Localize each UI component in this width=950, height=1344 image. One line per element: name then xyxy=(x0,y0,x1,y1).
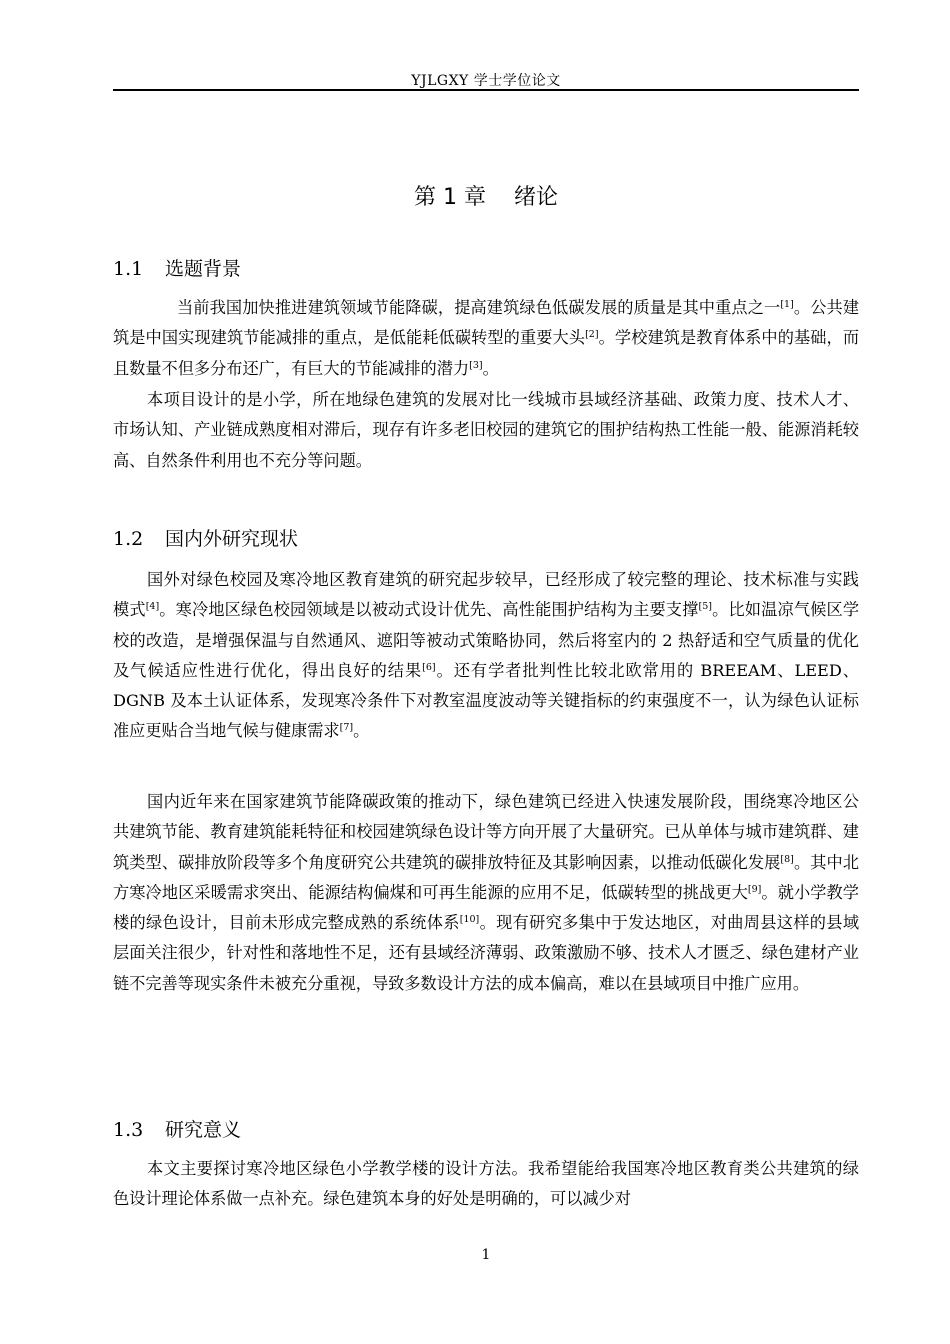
citation-marker: [6] xyxy=(422,661,436,673)
section-number: 1.2 xyxy=(113,528,144,550)
running-header-title: YJLGXY 学士学位论文 xyxy=(411,73,561,89)
paragraph-text: 。现有研究多集中于发达地区，对曲周县这样的县域层面关注很少，针对性和落地性不足，还有县域经济薄弱、政策激励不够、技术人才匮乏、绿色建材产业链不完善等现实条件未被充分重视，导致多数设计方法的成本偏高，难以在县域项目中推广应用。 xyxy=(113,913,860,993)
paragraph-text: 国内近年来在国家建筑节能降碳政策的推动下，绿色建筑已经进入快速发展阶段，围绕寒冷地区公共建筑节能、教育建筑能耗特征和校园建筑绿色设计等方向开展了大量研究。已从单体与城市建筑群、建筑类型、碳排放阶段等多个角度研究公共建筑的碳排放特征及其影响因素，以推动低碳化发展 xyxy=(113,792,859,872)
citation-marker: [10] xyxy=(459,914,480,926)
citation-marker: [4] xyxy=(145,601,160,613)
section-title: 选题背景 xyxy=(165,258,242,280)
paragraph xyxy=(113,1154,859,1215)
chapter-title xyxy=(113,180,859,211)
section-heading-1-3 xyxy=(113,1115,241,1142)
paragraph-text: 。公共建筑是中国实现建筑节能减排的重点，是低能耗低碳转型的重要大头 xyxy=(113,298,860,348)
paragraph-text: 。还有学者批判性比较北欧常用的 BREEAM、LEED、DGNB 及本土认证体系，发现寒冷条件下对教室温度波动等关键指标的约束强度不一，认为绿色认证标准应更贴合当地气候与健康需求 xyxy=(113,660,859,741)
paragraph-text: 。 xyxy=(353,721,370,741)
paragraph-text: 国外对绿色校园及寒冷地区教育建筑的研究起步较早，已经形成了较完整的理论、技术标准与实践模式 xyxy=(113,570,859,620)
paragraph-text: 。学校建筑是教育体系中的基础，而且数量不但多分布还广，有巨大的节能减排的潜力 xyxy=(113,328,860,378)
paragraph-text: 本文主要探讨寒冷地区绿色小学教学楼的设计方法。我希望能给我国寒冷地区教育类公共建筑的绿色设计理论体系做一点补充。绿色建筑本身的好处是明确的，可以减少对 xyxy=(113,1159,859,1209)
paragraph-text: 当前我国加快推进建筑领域节能降碳，提高建筑绿色低碳发展的质量是其中重点之一 xyxy=(177,298,781,317)
paragraph-text: 。比如温凉气候区学校的改造，是增强保温与自然通风、遮阳等被动式策略协同，然后将室内的 2 热舒适和空气质量的优化及气候适应性进行优化，得出良好的结果 xyxy=(113,600,860,680)
citation-marker: [1] xyxy=(780,299,794,310)
citation-marker: [9] xyxy=(747,883,762,895)
citation-marker: [8] xyxy=(780,853,794,865)
paragraph-text: 。其中北方寒冷地区采暖需求突出、能源结构偏煤和可再生能源的应用不足，低碳转型的挑战更大 xyxy=(113,852,860,902)
paragraph xyxy=(113,385,859,476)
section-title: 研究意义 xyxy=(165,1119,242,1141)
section-heading-1-1 xyxy=(113,254,241,281)
section-number: 1.1 xyxy=(113,258,144,280)
citation-marker: [2] xyxy=(585,329,599,341)
chapter-name: 绪论 xyxy=(513,185,558,210)
chapter-label: 第 1 章 xyxy=(414,185,486,210)
paragraph xyxy=(113,565,859,747)
paragraph-text: 。 xyxy=(482,358,499,378)
paragraph-text: 。寒冷地区绿色校园领域是以被动式设计优先、高性能围护结构为主要支撑 xyxy=(159,600,699,620)
section-title: 国内外研究现状 xyxy=(165,528,299,550)
section-heading-1-2 xyxy=(113,524,298,551)
page-number: 1 xyxy=(481,1247,491,1263)
paragraph xyxy=(113,787,859,999)
citation-marker: [5] xyxy=(698,601,712,613)
paragraph-text: 。就小学教学楼的绿色设计，目前未形成完整成熟的系统体系 xyxy=(113,882,859,933)
header-rule xyxy=(113,89,859,91)
section-number: 1.3 xyxy=(113,1119,144,1141)
paragraph-text: 本项目设计的是小学，所在地绿色建筑的发展对比一线城市县域经济基础、政策力度、技术人才、市场认知、产业链成熟度相对滞后，现存有许多老旧校园的建筑它的围护结构热工性能一般、能源消耗较高、自然条件利用也不充分等问题。 xyxy=(113,390,859,470)
citation-marker: [3] xyxy=(469,359,483,371)
paragraph xyxy=(113,293,859,384)
citation-marker: [7] xyxy=(339,722,354,734)
